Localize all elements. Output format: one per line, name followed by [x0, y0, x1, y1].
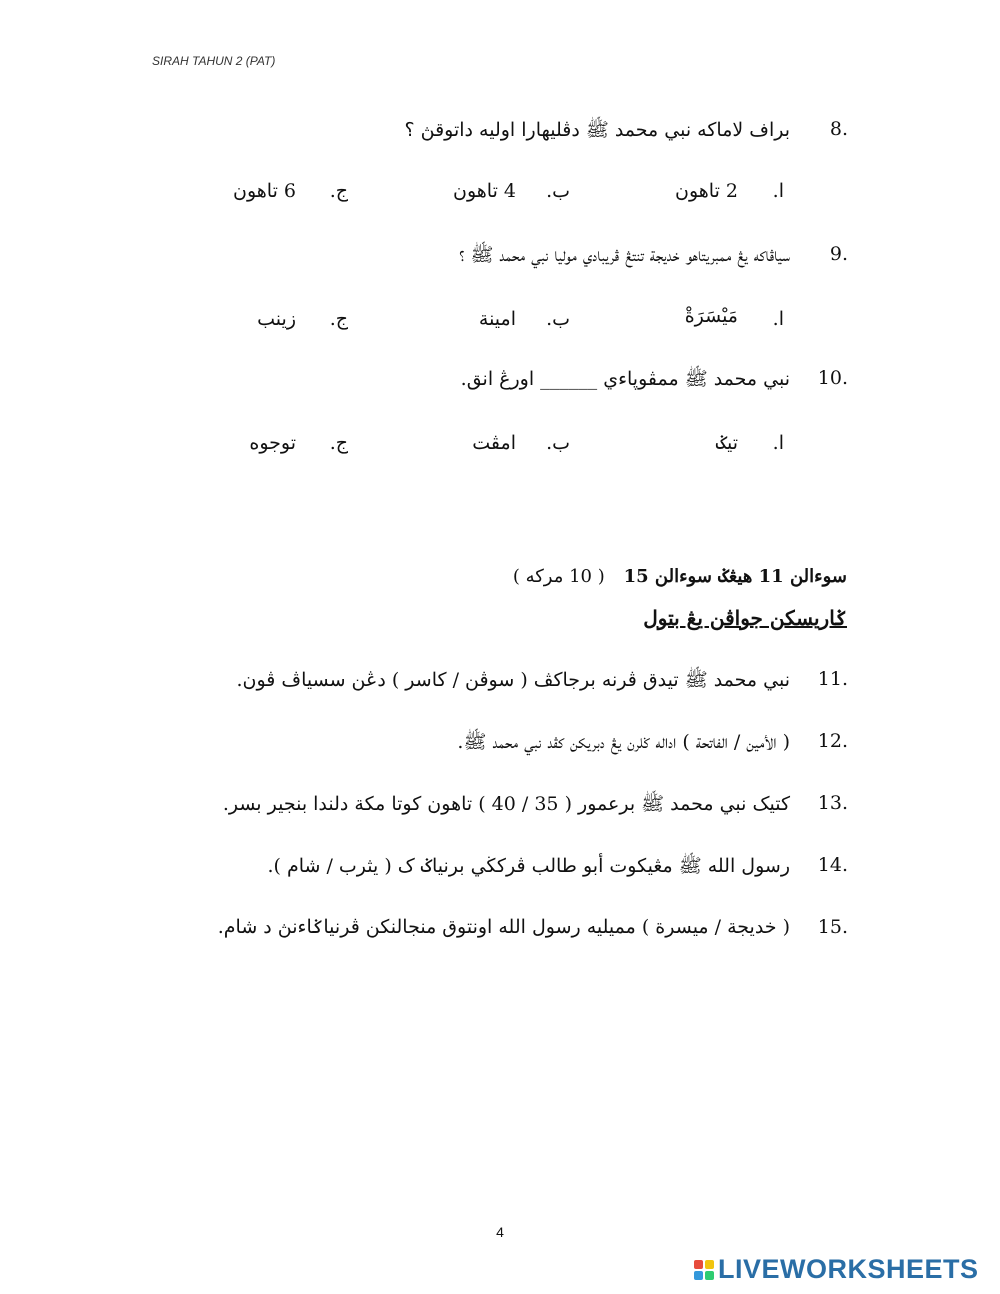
question-13-text: كتيک نبي محمد ﷺ برعمور ( 35 / 40 ) تاهون كوتا مكة دلندا بنجير بسر. [222, 793, 790, 815]
question-10-option-b-letter: ب. [546, 432, 570, 454]
question-10-text: نبي محمد ﷺ ممڤوڽاءي ______ اورڠ انق. [460, 368, 790, 390]
question-8-number: 8. [829, 118, 848, 140]
liveworksheets-logo-icon [694, 1260, 714, 1280]
section-range: سوءالن 11 هيڠݢ سوءالن 15 [623, 566, 847, 587]
document-header: SIRAH TAHUN 2 (PAT) [152, 54, 276, 68]
question-14-number: 14. [817, 854, 848, 876]
question-10-option-c: توجوه [249, 432, 296, 454]
logo-square-red [694, 1260, 703, 1269]
question-9-option-c-letter: ج. [329, 308, 348, 330]
question-9-number: 9. [829, 243, 848, 265]
question-9-option-b-letter: ب. [546, 308, 570, 330]
section-marks: ( 10 مركه ) [512, 566, 605, 587]
question-9-text: سياڤاكه يڠ ممبريتاهو خديجة تنتڠ ڤريبادي موليا نبي محمد ﷺ ؟ [459, 244, 790, 266]
question-8-option-c-letter: ج. [329, 180, 348, 202]
logo-square-yellow [705, 1260, 714, 1269]
question-11-text: نبي محمد ﷺ تيدق ڤرنه برجاكڤ ( سوڤن / كاسر ) دڠن سسياڤ ڤون. [236, 669, 790, 691]
question-8-option-a-letter: ا. [772, 180, 784, 202]
question-9-option-a: مَيْسَرَةْ [684, 305, 738, 327]
question-10-option-a-letter: ا. [772, 432, 784, 454]
section-instruction: ݢاريسكن جواڤن يڠ بتول [643, 606, 847, 630]
question-9-option-a-letter: ا. [772, 308, 784, 330]
question-10-option-c-letter: ج. [329, 432, 348, 454]
question-10-option-a: تيݢ [715, 432, 738, 454]
question-9-option-c: زينب [257, 308, 296, 330]
section-title [513, 566, 847, 587]
question-8-option-a: 2 تاهون [675, 180, 738, 202]
question-12-text: ( الأمين / الفاتحة ) اداله ݢلرن يڠ دبريكن كڤد نبي محمد ﷺ. [457, 731, 790, 753]
liveworksheets-logo-text: LIVEWORKSHEETS [718, 1254, 979, 1284]
question-13-number: 13. [817, 792, 848, 814]
question-15-text: ( خديجة / ميسرة ) مميليه رسول الله اونتوق منجالنكن ڤرنياݢاءنڽ د شام. [217, 916, 790, 938]
question-11-number: 11. [817, 668, 848, 690]
question-15-number: 15. [817, 916, 848, 938]
question-8-option-b: 4 تاهون [453, 180, 516, 202]
logo-square-blue [694, 1271, 703, 1280]
logo-square-green [705, 1271, 714, 1280]
question-9-option-b: امينة [478, 308, 516, 330]
question-8-option-b-letter: ب. [546, 180, 570, 202]
page-number: 4 [496, 1224, 504, 1240]
liveworksheets-logo[interactable] [694, 1254, 979, 1285]
question-10-option-b: امڤت [472, 432, 516, 454]
question-14-text: رسول الله ﷺ مڠيكوت أبو طالب ڤركڬي برنياݢ ک ( يثرب / شام ). [267, 855, 790, 877]
question-8-option-c: 6 تاهون [233, 180, 296, 202]
question-12-number: 12. [817, 730, 848, 752]
question-8-text: براف لاماكه نبي محمد ﷺ دڤليهارا اوليه داتوقڽ ؟ [404, 119, 790, 141]
question-10-number: 10. [817, 367, 848, 389]
